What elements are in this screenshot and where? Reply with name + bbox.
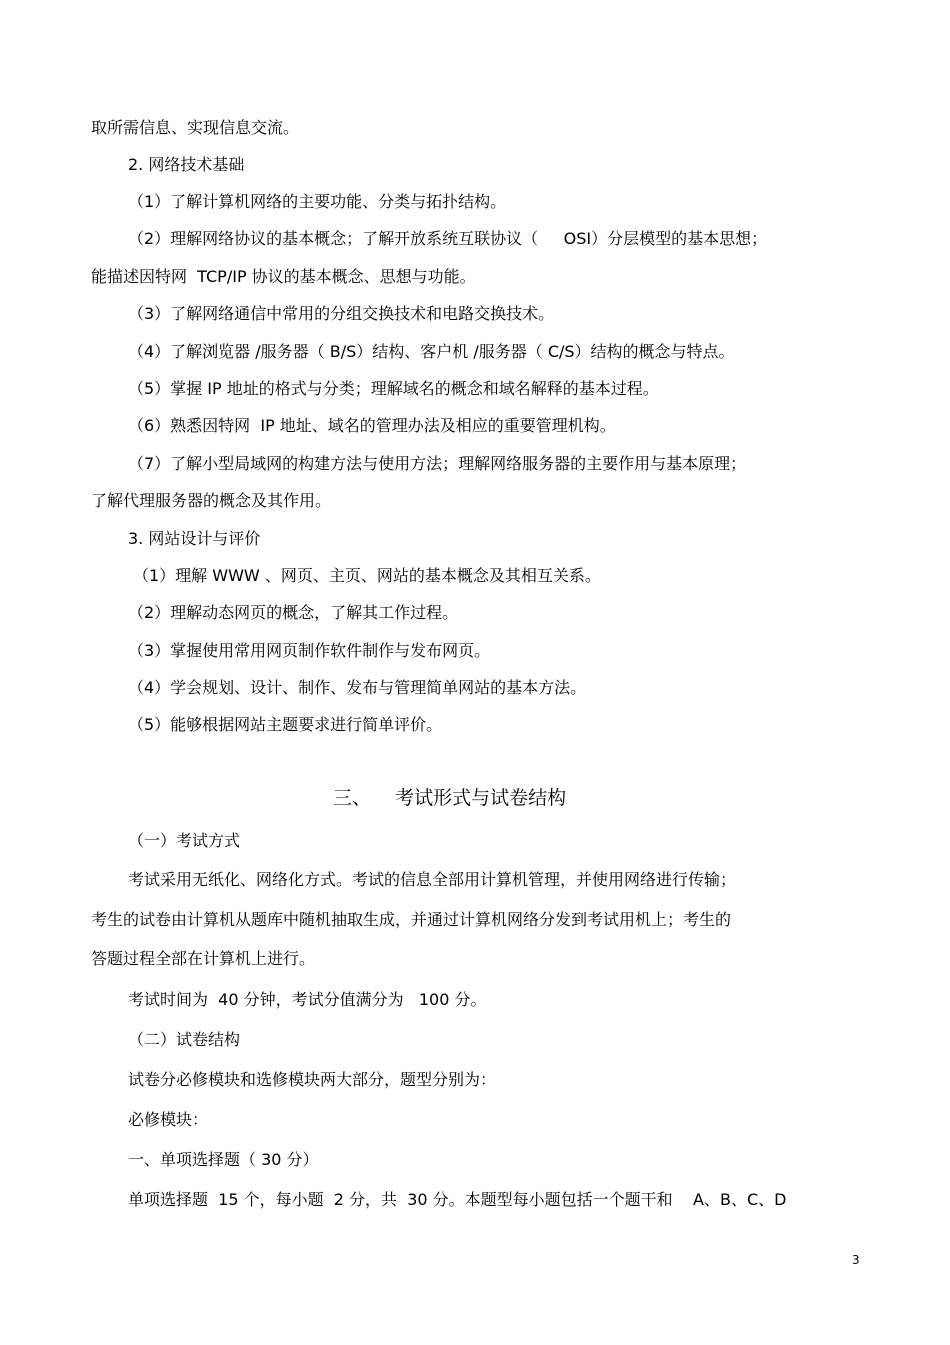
list-item: （4）了解浏览器 /服务器（ B/S）结构、客户机 /服务器（ C/S）结构的概念与特点。 (128, 342, 735, 361)
subsection-heading: （一）考试方式 (128, 831, 241, 850)
subsection-heading: 3. 网站设计与评价 (128, 529, 261, 548)
paragraph-line: 了解代理服务器的概念及其作用。 (91, 491, 332, 510)
paragraph-line: 考试时间为 40 分钟，考试分值满分为 100 分。 (128, 990, 487, 1009)
paragraph-line: 答题过程全部在计算机上进行。 (91, 949, 316, 968)
paragraph-line: 考试采用无纸化、网络化方式。考试的信息全部用计算机管理，并使用网络进行传输； (128, 870, 737, 889)
list-item: （5）掌握 IP 地址的格式与分类；理解域名的概念和域名解释的基本过程。 (128, 379, 659, 398)
paragraph-line: 试卷分必修模块和选修模块两大部分，题型分别为： (128, 1070, 497, 1089)
list-item: （6）熟悉因特网 IP 地址、域名的管理办法及相应的重要管理机构。 (128, 416, 616, 435)
paragraph-line: 考生的试卷由计算机从题库中随机抽取生成，并通过计算机网络分发到考试用机上；考生的 (91, 910, 732, 929)
paragraph-line: 取所需信息、实现信息交流。 (91, 118, 300, 137)
page-number: 3 (852, 1253, 860, 1267)
paragraph-line: 能描述因特网 TCP/IP 协议的基本概念、思想与功能。 (91, 267, 476, 286)
list-item: （3）掌握使用常用网页制作软件制作与发布网页。 (128, 641, 491, 660)
paragraph-line: 必修模块： (128, 1110, 209, 1129)
list-item: （2）理解网络协议的基本概念；了解开放系统互联协议（ OSI）分层模型的基本思想； (128, 229, 768, 248)
list-item: （1）理解 WWW 、网页、主页、网站的基本概念及其相互关系。 (133, 566, 601, 585)
list-item: （7）了解小型局域网的构建方法与使用方法；理解网络服务器的主要作用与基本原理； (128, 454, 747, 473)
paragraph-line: 单项选择题 15 个，每小题 2 分，共 30 分。本题型每小题包括一个题干和 A、B、C、D (128, 1190, 787, 1209)
subsection-heading: 一、单项选择题（ 30 分） (128, 1150, 319, 1169)
list-item: （2）理解动态网页的概念，了解其工作过程。 (128, 603, 459, 622)
section-title: 三、 考试形式与试卷结构 (333, 787, 567, 809)
subsection-heading: （二）试卷结构 (128, 1030, 241, 1049)
list-item: （4）学会规划、设计、制作、发布与管理简单网站的基本方法。 (128, 678, 587, 697)
list-item: （3）了解网络通信中常用的分组交换技术和电路交换技术。 (128, 304, 555, 323)
list-item: （1）了解计算机网络的主要功能、分类与拓扑结构。 (128, 192, 507, 211)
list-item: （5）能够根据网站主题要求进行简单评价。 (128, 715, 443, 734)
subsection-heading: 2. 网络技术基础 (128, 155, 245, 174)
